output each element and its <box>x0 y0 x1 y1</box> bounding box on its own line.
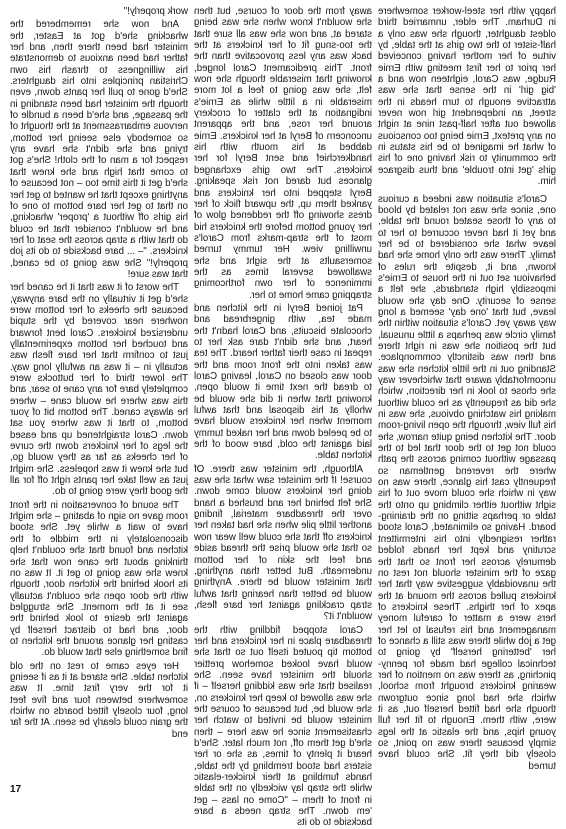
paragraph: Pat joined Beryl in the kitchen and made tea, with gingerbread and chocolate biscuits, and Carol hadn't the heart, and she didn't dare ask her to repeat in case their father heard. The tea was taken into the front room and the door was closed on Carol, leaving Carol to dread the next time it would open, knowing that when it did she would be wholly at his disposal and that awful moment when her knickers would have to be peeled down and her naked tummy laid against the cold, bare wood of the kitchen table. <box>194 302 372 462</box>
paragraph: Although, the minister was there. Of course! If the minister saw what she was doing her knickers would come down. She felt behind her and brushed a hand over the threadbare material, finding another little pile when she had taken her knickers off that she could well wear now so that she would prise the thread aside and feel the skin of her bottom underneath. But better than anything, that minister would be there. Anything would be better than hearing that awful strap crackling against her bare flesh, wouldn't it? <box>194 463 372 623</box>
paragraph: work properly!" <box>123 6 188 17</box>
paragraph: away from the door of course, but then she wouldn't know when she was being stared at, and now she was all sure that the too-snug fit of her knickers at the back was any less provocative than the front. This predicament Carol longed, knowing that miserable though she now felt, she was going to feel a lot more miserable in a little while as Ernie's indignation at the clatter of crockery around her rose, and the apparent unconcern of Beryl at her knickers. Ernie dabbed at his mouth with his handkerchief and sent Beryl for her knickers. The two girls exchanged glances but dared not risk speaking. Beryl stepped into her knickers and yanked them up, the upward flick of her dress showing off the reddened glow of her young bottom before the knickers hid most of the strap-marks from Carol's unwilling view. Her tummy turned somersaults at the sight and she swallowed several times as the imminence of her own forthcoming strapping came home to her. <box>194 6 372 301</box>
paragraph: And now she remembered the whacking she'd got at Easter, the minister had been there then, and her father had been anxious to demonstrate his willingness to thrash his own Christian principles into his daughters. She'd gone to pull her pants down, even though the minister had been standing in the passage, and she'd been a bundle of nervous embarrassment at the thought of so somebody else seeing her bottom, trying and she didn't she have any respect for a man of the cloth! She's got to come that high and she knew that she'd get it this time too – not because of anything except that he wanted to get her on that to get her bare bottom to one of his girls off without a 'proper' whacking, and he wouldn't consider that he could do that with a strap across the seat of her knickers. "– ... bare backside to do its job properly!" She was going to be caned, that was sure! <box>10 19 188 280</box>
paragraph: The worst of it was that it he caned her she'd get it virtually on the bare anyway, because the cheeks of her bottom were nowhere near covered by the stupid undersized knickers. Carol bent forward and touched her bottom experimentally just to confirm that her bare flesh was actually in – it was an awfully long way. The lower third of her buttocks were completely bare for any cane to sear, and this was where he would cane – where he always caned. The bottom bit of your bottom, to that it was where you sat down. Carol straightened up and eased the legs of her knickers down the curve of her cheeks as far as they would go, but she knew it was hopeless. She might just as well take her pants right off for all the good they were going to do. <box>10 282 188 498</box>
paragraph: Carol's situation was indeed a curious one, since she was not related by blood to any of those seated round the table, and yet it had never occurred to her to leave what she considered to be her family. There was the only home she had known, and it, despite the rules of behaviour set out in the house to Ernie's impossibly high standards, she felt a sense of security. One day she would leave, but that 'one day' seemed a long way away yet. Carol's situation within the family circle was perhaps a little unusual, but the position she was in right there and then was distinctly commonplace. Standing out in the little kitchen she was uncomfortably aware that whichever way she chose to look in her direction, which she did as frequently as he could without making his watching obvious, she was in his full view, through the open living-room door. The kitchen being quite narrow, she could not get to the door that led to the passage without coming across the path where the reverend gentleman so frequently cast his glance, there was no way in which she could move out of his sight without either climbing up onto the table or perhaps sitting on the draining-board. Having so eliminated, Carol stood rather resignedly into his intermittent scrutiny and kept her hands folded demurely across her front so that the gaze of the minister should not rest on the unavoidably suggestive way that her knickers pulled across the mound at the apex of her thighs. These knickers of hers were a matter of careful money management and his refusal to let her get a job while there was still a chance of her 'bettering herself' by going to technical college had made for penny-pinching, as there was no mention of her wearing knickers brought from school, which she had long since outgrown though she had fitted herself out, as it were, with them. Enough to fit her full young hips, and the elastic at the legs simply because there was no point, so closely did they fit. She could have turned <box>378 193 556 772</box>
text-column-3 <box>10 6 188 778</box>
text-column-1 <box>378 6 556 778</box>
paragraph: Her eyes came to rest on the old kitchen table. She stared at it as if seeing it for the very first time. It was somewhere between four and five feet long, four closely fitted boards on which the grain could clearly be seen. At the far end <box>10 660 188 740</box>
paragraph: Carol stopped fiddling with the threadbare place in her knickers and her bottom tip pouted itself out so that she would have looked somehow prettier should the minister have seen. She realised that she was kidding herself – if she was allowed to keep her knickers on, she would be, but because of course the minister would be invited to watch her chastisement since he was here – then she'd get them off, not much later. She'd heard it plenty of times, as she or her sisters had stood trembling by the table, hands fumbling at their knicker-elastic while the strap lay wickedly on the table in front of them – "Come on lass – get 'em down. The strap needs a bare backside to do its <box>194 624 372 829</box>
page-number: 17 <box>10 784 22 795</box>
paragraph: The sound of conversation in the front room gave no sign of abating – she might have to wait a while yet. She stood disconsolately in the middle of the kitchen and found that she couldn't help thinking about the cane now that she knew she was going to get it. It was on its hook behind the kitchen door, though with the door open she couldn't actually see it at the moment. She struggled against the desire to look behind the door, and had to distract herself by casting her glance around the kitchen to find something else that would do. <box>10 499 188 659</box>
paragraph: happy with her steel-worker somewhere in Durham. The elder, unmarried third oldest daughter, though she was only a half-sister to the two girls at the table, by virtue of her mother having conceived her prior to her first meeting with Ernie Rudge, was Carol, eighteen now and a 'big girl' in the sense that she was attractive enough to turn heads in the street, an independent girl now never allowed out after half-past nine at night on any pretext, Ernie being too conscious of what he imagined to be his status in the community to risk having one of his girls 'get into trouble' and thus disgrace him. <box>378 6 556 188</box>
text-column-2 <box>194 6 372 829</box>
